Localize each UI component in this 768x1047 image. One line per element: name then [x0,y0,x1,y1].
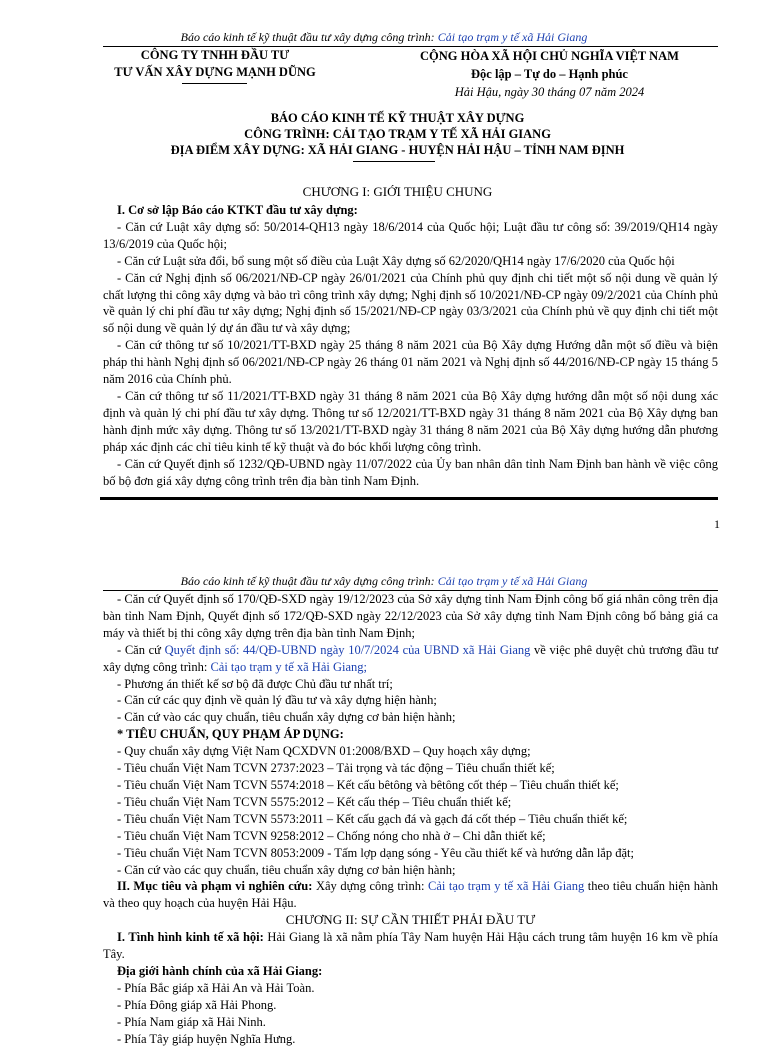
paragraph: - Căn cứ Luật xây dựng số: 50/2014-QH13 ngày 18/6/2014 của Quốc hội; Luật đầu tư công số: 39/2019/QH14 ngày 13/6/2019 của Quốc hội; [103,219,718,251]
running-header-prefix: Báo cáo kinh tế kỹ thuật đầu tư xây dựng công trình: [180,30,438,44]
page-1-body [103,202,718,489]
standards-heading: * TIÊU CHUẨN, QUY PHẠM ÁP DỤNG: [117,727,344,742]
standard-item: - Quy chuẩn xây dựng Việt Nam QCXDVN 01:2008/BXD – Quy hoạch xây dựng; [117,744,531,759]
company-line-1: CÔNG TY TNHH ĐẦU TƯ [140,48,290,62]
paragraph: - Căn cứ vào các quy chuẩn, tiêu chuẩn xây dựng cơ bản hiện hành; [117,710,456,725]
running-header-prefix: Báo cáo kinh tế kỹ thuật đầu tư xây dựng công trình: [180,574,438,588]
paragraph: - Căn cứ Quyết định số 1232/QĐ-UBND ngày 11/07/2022 của Ủy ban nhân dân tỉnh Nam Định ban hành về việc công bố bộ đơn giá xây dựng công trình trên địa bàn tỉnh Nam Định. [103,456,718,488]
section-2-heading: II. Mục tiêu và phạm vi nghiên cứu: [117,879,313,894]
place-date: Hải Hậu, ngày 30 tháng 07 năm 2024 [454,85,645,99]
nation-line-1: CỘNG HÒA XÃ HỘI CHỦ NGHĨA VIỆT NAM [420,49,679,63]
paragraph: - Căn cứ Quyết định số 170/QĐ-SXD ngày 19/12/2023 của Sở xây dựng tỉnh Nam Định công bố giá nhân công trên địa bàn tỉnh Nam Định, Quyết định số 172/QĐ-SXD ngày 22/12/2023 của Sở xây dựng tỉnh Nam Định công bố bảng giá ca máy và thiết bị thi công xây dựng trên địa bàn tỉnh Nam Định; [103,592,718,640]
decision-reference: Quyết định số: 44/QĐ-UBND ngày 10/7/2024 của UBND xã Hải Giang [164,642,531,657]
socio-economic-paragraph: I. Tình hình kinh tế xã hội: Hải Giang là xã nằm phía Tây Nam huyện Hải Hậu cách trung tâm huyện 16 km về phía Tây. [103,930,719,962]
report-title-block [100,110,695,158]
document-page-2 [0,545,768,1046]
paragraph: - Căn cứ Quyết định số: 44/QĐ-UBND ngày 10/7/2024 của UBND xã Hải Giang về việc phê duyệt chủ trương đầu tư xây dựng công trình: Cải tạo trạm y tế xã Hải Giang; [103,642,719,674]
border-item: - Phía Tây giáp huyện Nghĩa Hưng. [117,1031,296,1046]
location-title: ĐỊA ĐIỂM XÂY DỰNG: XÃ HẢI GIANG - HUYỆN HẢI HẬU – TỈNH NAM ĐỊNH [170,143,625,157]
chapter-2-heading: CHƯƠNG II: SỰ CẦN THIẾT PHẢI ĐẦU TƯ [285,912,536,928]
standard-item: - Tiêu chuẩn Việt Nam TCVN 9258:2012 – Chống nóng cho nhà ở – Chỉ dẫn thiết kế; [117,828,546,843]
running-header-project: Cải tạo trạm y tế xã Hải Giang [437,574,588,588]
standard-item: - Tiêu chuẩn Việt Nam TCVN 5573:2011 – Kết cấu gạch đá và gạch đá cốt thép – Tiêu chuẩn thiết kế; [117,811,628,826]
company-block [100,47,330,81]
section-2-paragraph: II. Mục tiêu và phạm vi nghiên cứu: Xây dựng công trình: Cải tạo trạm y tế xã Hải Giang theo tiêu chuẩn hiện hành và theo quy hoạch của huyện Hải Hậu. [103,879,719,911]
page-2-body [103,591,718,1047]
project-title: CÔNG TRÌNH: CẢI TẠO TRẠM Y TẾ XÃ HẢI GIANG [244,127,551,141]
running-header [0,574,768,589]
running-header [0,30,768,45]
standard-item: - Tiêu chuẩn Việt Nam TCVN 2737:2023 – Tải trọng và tác động – Tiêu chuẩn thiết kế; [117,761,555,776]
paragraph: - Căn cứ Luật sửa đổi, bổ sung một số điều của Luật Xây dựng số 62/2020/QH14 ngày 17/6/2020 của Quốc hội [117,253,675,268]
paragraph: - Căn cứ thông tư số 10/2021/TT-BXD ngày 25 tháng 8 năm 2021 của Bộ Xây dựng Hướng dẫn một số điều và biện pháp thi hành Nghị định số 06/2021/NĐ-CP ngày 26 tháng 01 năm 2021 và Nghị định số 44/2016/NĐ-CP ngày 15 tháng 5 năm 2016 của Chính phủ. [103,338,718,387]
socio-economic-heading: I. Tình hình kinh tế xã hội: [117,930,264,945]
standard-item: - Tiêu chuẩn Việt Nam TCVN 5574:2018 – Kết cấu bêtông và bêtông cốt thép – Tiêu chuẩn thiết kế; [117,777,619,792]
section-1-heading: I. Cơ sở lập Báo cáo KTKT đầu tư xây dựng: [117,203,358,217]
admin-boundary-heading: Địa giới hành chính của xã Hải Giang: [117,963,323,978]
company-line-2: TƯ VẤN XÂY DỰNG MẠNH DŨNG [114,65,316,79]
project-reference: Cải tạo trạm y tế xã Hải Giang [428,879,585,894]
nation-line-2: Độc lập – Tự do – Hạnh phúc [471,67,628,81]
standard-item: - Tiêu chuẩn Việt Nam TCVN 5575:2012 – Kết cấu thép – Tiêu chuẩn thiết kế; [117,794,512,809]
standard-item: - Tiêu chuẩn Việt Nam TCVN 8053:2009 - Tấm lợp dạng sóng - Yêu cầu thiết kế và hướng dẫn lắp đặt; [117,845,634,860]
paragraph: - Căn cứ Nghị định số 06/2021/NĐ-CP ngày 26/01/2021 của Chính phủ quy định chi tiết một số nội dung về quản lý chất lượng thi công xây dựng và bảo trì công trình xây dựng; Nghị định số 10/2021/NĐ-CP ngày 09/2/2021 của Chính phủ về quản lý chi phí đầu tư xây dựng; Nghị định số 15/2021/NĐ-CP ngày 03/3/2021 của Chính phủ về quy định chi tiết một số nội dung về quản lý dự án đầu tư và xây dựng; [103,270,718,336]
border-item: - Phía Nam giáp xã Hải Ninh. [117,1014,266,1029]
paragraph: - Căn cứ thông tư số 11/2021/TT-BXD ngày 31 tháng 8 năm 2021 của Bộ Xây dựng hướng dẫn một số nội dung xác định và quản lý chi phí đầu tư xây dựng. Thông tư số 12/2021/TT-BXD ngày 31 tháng 8 năm 2021 của Bộ Xây dựng ban hành định mức xây dựng. Thông tư số 13/2021/TT-BXD ngày 31 tháng 8 năm 2021 của Bộ Xây dựng hướng dẫn phương pháp xác định các chỉ tiêu kinh tế kỹ thuật và đo bóc khối lượng công trình. [103,388,718,454]
border-item: - Phía Bắc giáp xã Hải An và Hải Toàn. [117,980,315,995]
standard-item: - Căn cứ vào các quy chuẩn, tiêu chuẩn xây dựng cơ bản hiện hành; [117,862,456,877]
border-item: - Phía Đông giáp xã Hải Phong. [117,997,277,1012]
project-reference: Cải tạo trạm y tế xã Hải Giang; [210,659,368,674]
footer-rule [100,497,718,500]
title-underline [353,161,435,162]
report-title: BÁO CÁO KINH TẾ KỸ THUẬT XÂY DỰNG [270,111,525,125]
paragraph: - Phương án thiết kế sơ bộ đã được Chủ đầu tư nhất trí; [117,676,393,691]
running-header-project: Cải tạo trạm y tế xã Hải Giang [437,30,588,44]
page-number: 1 [714,517,720,531]
company-underline [182,83,247,84]
chapter-1-heading: CHƯƠNG I: GIỚI THIỆU CHUNG [302,184,493,199]
nation-block [392,47,707,101]
paragraph: - Căn cứ các quy định về quản lý đầu tư và xây dựng hiện hành; [117,693,437,708]
